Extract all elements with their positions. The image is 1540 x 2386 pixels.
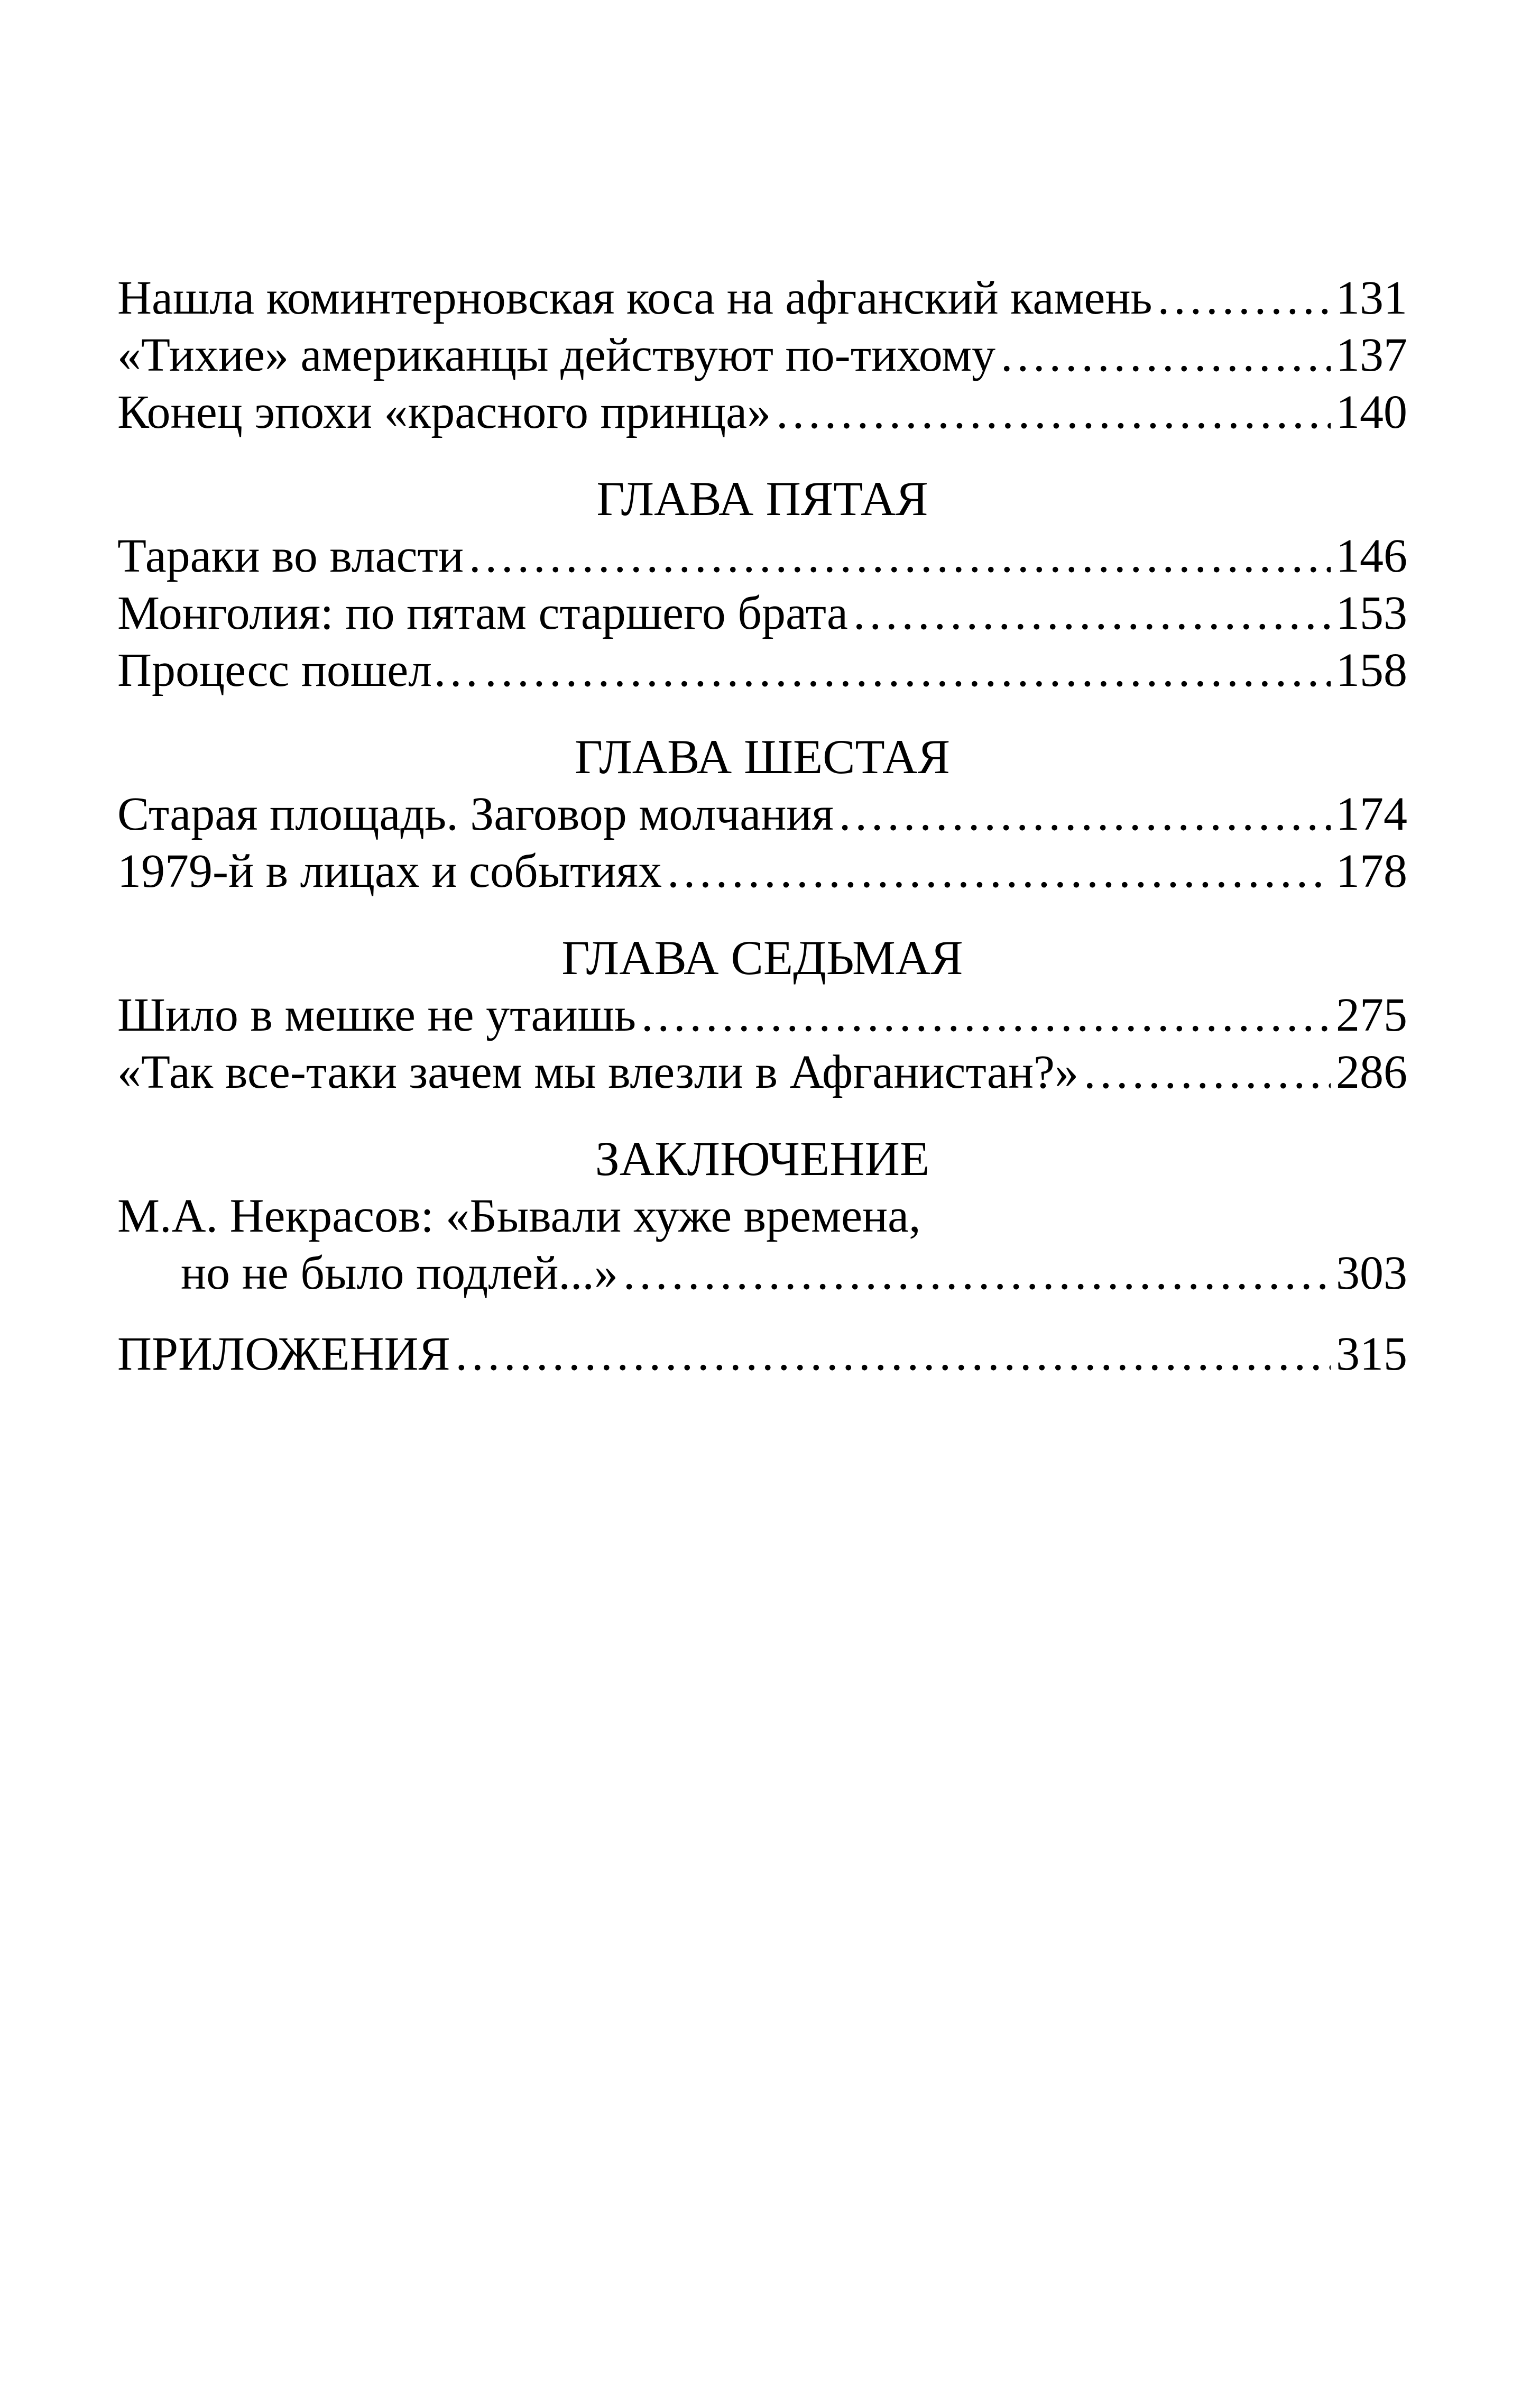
toc-entry-title: Процесс пошел… xyxy=(117,644,480,696)
toc-entry-title: Тараки во власти xyxy=(117,530,464,582)
toc-entry-title-line: М.А. Некрасов: «Бывали хуже времена, xyxy=(117,1190,921,1242)
toc-entry xyxy=(117,528,1407,585)
dot-leader xyxy=(485,642,1331,699)
toc-entry-page: 137 xyxy=(1336,329,1407,381)
chapter-heading: ГЛАВА ШЕСТАЯ xyxy=(575,730,950,784)
chapter-heading: ГЛАВА СЕДЬМАЯ xyxy=(561,931,963,985)
toc-entry-title: Шило в мешке не утаишь xyxy=(117,989,636,1041)
toc-entry-title: ПРИЛОЖЕНИЯ xyxy=(117,1328,450,1380)
dot-leader xyxy=(641,987,1331,1044)
toc-entry-page: 286 xyxy=(1336,1046,1407,1098)
dot-leader xyxy=(1084,1044,1331,1101)
toc-entry-page: 146 xyxy=(1336,530,1407,582)
toc-entry-page: 303 xyxy=(1336,1247,1407,1299)
toc-entry-page: 131 xyxy=(1336,272,1407,324)
toc-entry-page: 158 xyxy=(1336,644,1407,696)
toc-entry xyxy=(117,843,1407,900)
toc-entry-title: Нашла коминтерновская коса на афганский камень xyxy=(117,272,1152,324)
dot-leader xyxy=(469,528,1331,585)
toc-entry-title: но не было подлей...» xyxy=(181,1247,618,1299)
toc-entry-page: 178 xyxy=(1336,845,1407,897)
dot-leader xyxy=(853,585,1331,642)
toc-entry-title: Конец эпохи «красного принца» xyxy=(117,386,771,438)
toc-entry-page: 275 xyxy=(1336,989,1407,1041)
toc-entry xyxy=(117,1044,1407,1101)
dot-leader xyxy=(623,1245,1331,1302)
toc-entry-page: 174 xyxy=(1336,788,1407,840)
toc-entry-title: «Тихие» американцы действуют по-тихому xyxy=(117,329,996,381)
toc-entry xyxy=(117,786,1407,843)
toc-entry-title: Старая площадь. Заговор молчания xyxy=(117,788,834,840)
toc-entry xyxy=(117,1245,1407,1302)
toc-entry-title: «Так все-таки зачем мы влезли в Афганистан?» xyxy=(117,1046,1078,1098)
dot-leader xyxy=(455,1326,1331,1383)
toc-entry xyxy=(117,987,1407,1044)
toc-entry-title: Монголия: по пятам старшего брата xyxy=(117,587,848,639)
toc-entry xyxy=(117,270,1407,327)
dot-leader xyxy=(1158,270,1331,327)
dot-leader xyxy=(1001,327,1331,384)
chapter-heading: ГЛАВА ПЯТАЯ xyxy=(596,472,928,526)
dot-leader xyxy=(667,843,1331,900)
table-of-contents xyxy=(117,270,1407,1383)
toc-entry xyxy=(117,327,1407,384)
chapter-heading: ЗАКЛЮЧЕНИЕ xyxy=(595,1132,930,1186)
toc-entry xyxy=(117,1326,1407,1383)
toc-entry xyxy=(117,384,1407,441)
toc-entry xyxy=(117,585,1407,642)
toc-entry-page: 153 xyxy=(1336,587,1407,639)
dot-leader xyxy=(839,786,1331,843)
toc-entry xyxy=(117,642,1407,699)
dot-leader xyxy=(776,384,1331,441)
toc-entry-title: 1979-й в лицах и событиях xyxy=(117,845,662,897)
toc-entry-page: 140 xyxy=(1336,386,1407,438)
toc-entry-page: 315 xyxy=(1336,1328,1407,1380)
